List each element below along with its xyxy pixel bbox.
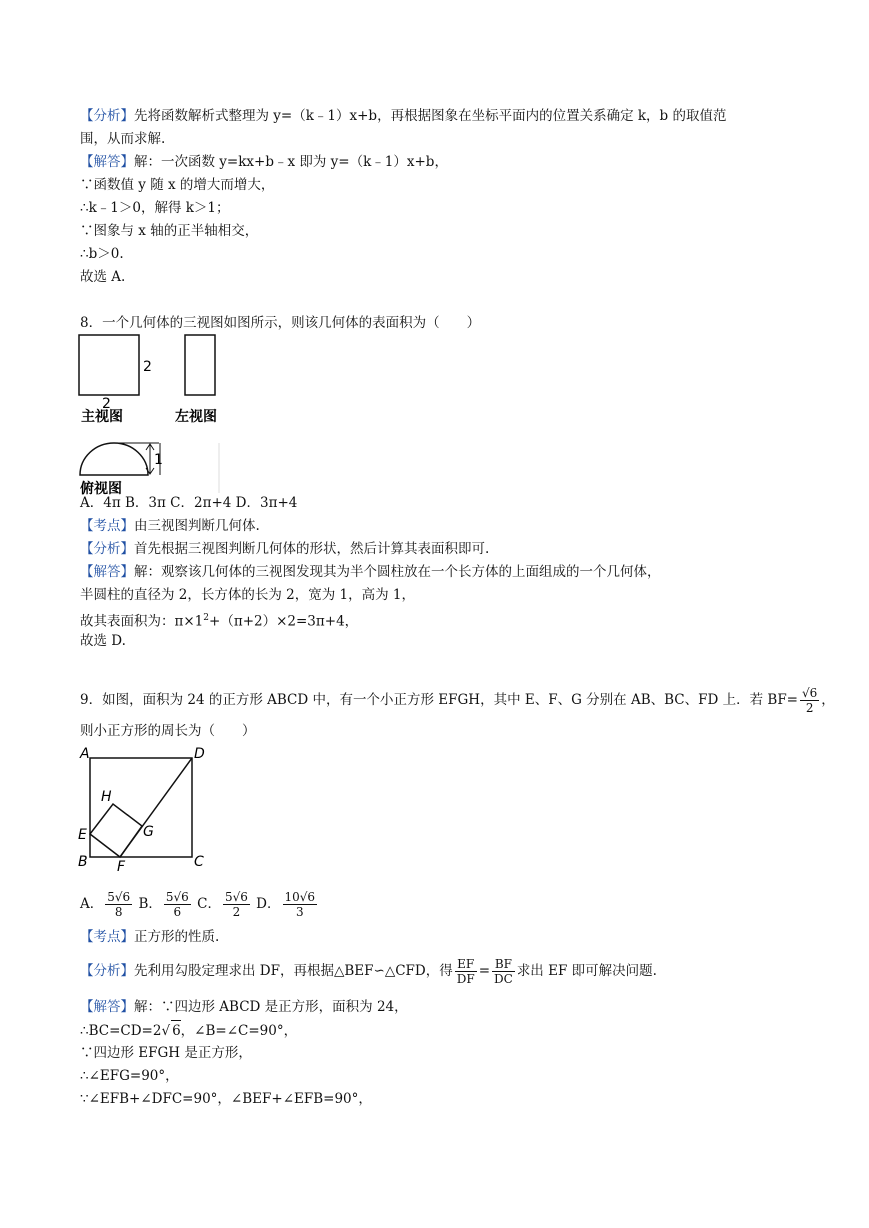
q9-option-d-num: 10√6 (284, 890, 316, 904)
q9-answer-2b: ，∠B=∠C=90°， (180, 1023, 298, 1039)
top-view-dim-label: 1 (154, 452, 163, 468)
q9-question-line-2: 则小正方形的周长为（ ） (80, 723, 256, 739)
q9-options (80, 890, 319, 919)
q9-fraction-2-num: BF (492, 957, 515, 972)
q9-option-d-label: D． (256, 896, 281, 912)
q9-option-b-label: B． (138, 896, 162, 912)
q8-answer-exponent: 2 (203, 613, 210, 623)
front-view-square (79, 335, 139, 395)
q9-fraction-1-den: DF (456, 972, 475, 986)
label-f: F (117, 859, 126, 874)
q9-bf-fraction (800, 686, 819, 715)
q8-answer-line-2: 半圆柱的直径为 2，长方体的长为 2，宽为 1，高为 1， (80, 587, 416, 603)
q9-analysis-text-a: 先利用勾股定理求出 DF，再根据△BEF∽△CFD，得 (134, 963, 453, 979)
square-efgh (90, 804, 142, 857)
q7-answer-line-1 (80, 152, 448, 172)
q9-option-b-den: 6 (173, 905, 182, 919)
q8-answer-line-3 (80, 608, 358, 632)
q9-answer-line-2: ∴BC=CD=2√ 6，∠B=∠C=90°， (80, 1020, 297, 1041)
analysis-tag: 【分析】 (80, 963, 134, 979)
side-view-caption: 左视图 (175, 409, 217, 425)
q8-answer-text: 解：观察该几何体的三视图发现其为半个圆柱放在一个长方体的上面组成的一个几何体， (134, 564, 661, 580)
q9-option-c-label: C． (197, 896, 221, 912)
q7-answer-line-5: ∴b＞0. (80, 246, 124, 262)
q9-answer-line-5: ∵∠EFB+∠DFC=90°，∠BEF+∠EFB=90°， (80, 1091, 372, 1107)
q9-bf-denominator: 2 (805, 701, 814, 715)
answer-tag: 【解答】 (80, 154, 134, 170)
q7-answer-line-4: ∵图象与 x 轴的正半轴相交， (80, 223, 259, 239)
q7-analysis-text: 先将函数解析式整理为 y=（k﹣1）x+b，再根据图象在坐标平面内的位置关系确定 k，b 的取值范 (134, 108, 727, 124)
q9-option-c-fraction (223, 890, 250, 919)
label-g: G (143, 824, 154, 840)
q9-option-b-num: 5√6 (165, 890, 189, 904)
q9-fraction-1-num: EF (455, 957, 477, 972)
q9-square-figure (74, 744, 214, 874)
q9-option-a-fraction (105, 890, 132, 919)
q8-question: 8．一个几何体的三视图如图所示，则该几何体的表面积为（ ） (80, 315, 481, 331)
q9-option-c-den: 2 (232, 905, 241, 919)
side-view-rect (185, 335, 215, 395)
q9-kaodian-text: 正方形的性质. (134, 929, 220, 945)
q9-option-a-den: 8 (114, 905, 123, 919)
q9-option-a-num: 5√6 (107, 890, 131, 904)
q9-question-line-1 (80, 686, 835, 715)
q9-question-text: 9．如图，面积为 24 的正方形 ABCD 中，有一个小正方形 EFGH，其中 E、F、G 分别在 AB、BC、FD 上．若 BF= (80, 692, 798, 708)
q8-answer-line-4: 故选 D. (80, 633, 126, 649)
label-d: D (194, 746, 205, 762)
q9-answer-line-3: ∵四边形 EFGH 是正方形， (80, 1045, 252, 1061)
q9-answer-line-4: ∴∠EFG=90°， (80, 1068, 179, 1084)
q9-analysis-fraction-1 (455, 957, 477, 986)
q9-option-d-fraction (283, 890, 318, 919)
q8-kaodian-text: 由三视图判断几何体. (134, 518, 260, 534)
q9-option-b-fraction (164, 890, 191, 919)
q9-bf-numerator: √6 (802, 686, 818, 700)
q9-answer-sqrt: 6 (171, 1020, 181, 1041)
label-e: E (78, 827, 87, 843)
label-c: C (194, 854, 204, 870)
q9-answer-text: 解：∵四边形 ABCD 是正方形，面积为 24， (134, 999, 408, 1015)
label-a: A (80, 746, 90, 762)
q9-analysis-fraction-2 (492, 957, 515, 986)
q8-answer-3a: 故其表面积为：π×1 (80, 613, 204, 630)
q9-analysis-equals: = (478, 963, 490, 979)
q8-kaodian (80, 516, 260, 536)
label-h: H (101, 789, 112, 805)
q8-analysis-text: 首先根据三视图判断几何体的形状，然后计算其表面积即可. (134, 541, 490, 557)
answer-tag: 【解答】 (80, 999, 134, 1015)
q7-answer-line-3: ∴k﹣1＞0，解得 k＞1； (80, 200, 230, 216)
q9-option-d-den: 3 (295, 905, 304, 919)
q8-analysis (80, 539, 489, 559)
q9-analysis-text-b: 求出 EF 即可解决问题. (516, 963, 657, 979)
analysis-tag: 【分析】 (80, 541, 134, 557)
kaodian-tag: 【考点】 (80, 929, 134, 945)
kaodian-tag: 【考点】 (80, 518, 134, 534)
q9-fraction-2-den: DC (494, 972, 513, 986)
label-b: B (78, 854, 88, 870)
q7-answer-line-6: 故选 A. (80, 269, 126, 285)
q8-three-views-figure (74, 333, 234, 498)
q9-bf-tail: ， (821, 692, 835, 708)
front-view-width-label: 2 (102, 396, 111, 412)
q9-option-a-label: A． (80, 896, 104, 912)
front-view-height-label: 2 (143, 359, 152, 375)
q7-analysis-line-1 (80, 106, 726, 126)
top-view-caption: 俯视图 (80, 481, 122, 497)
q8-options: A．4π B．3π C．2π+4 D．3π+4 (80, 495, 298, 511)
analysis-tag: 【分析】 (80, 108, 134, 124)
q9-answer-line-1 (80, 997, 408, 1017)
q9-analysis (80, 957, 657, 986)
answer-tag: 【解答】 (80, 564, 134, 580)
top-view-semicircle (80, 443, 148, 475)
q7-answer-text: 解：一次函数 y=kx+b﹣x 即为 y=（k﹣1）x+b， (134, 154, 448, 170)
q9-option-c-num: 5√6 (224, 890, 248, 904)
q8-answer-3b: +（π+2）×2=3π+4， (209, 613, 359, 630)
front-view-caption: 主视图 (81, 409, 123, 425)
q9-answer-2a: ∴BC=CD=2 (80, 1023, 162, 1039)
q9-kaodian (80, 927, 219, 947)
q7-analysis-line-2: 围，从而求解. (80, 131, 166, 147)
q8-answer-line-1 (80, 562, 661, 582)
square-abcd (90, 758, 192, 857)
q7-answer-line-2: ∵函数值 y 随 x 的增大而增大， (80, 177, 275, 193)
